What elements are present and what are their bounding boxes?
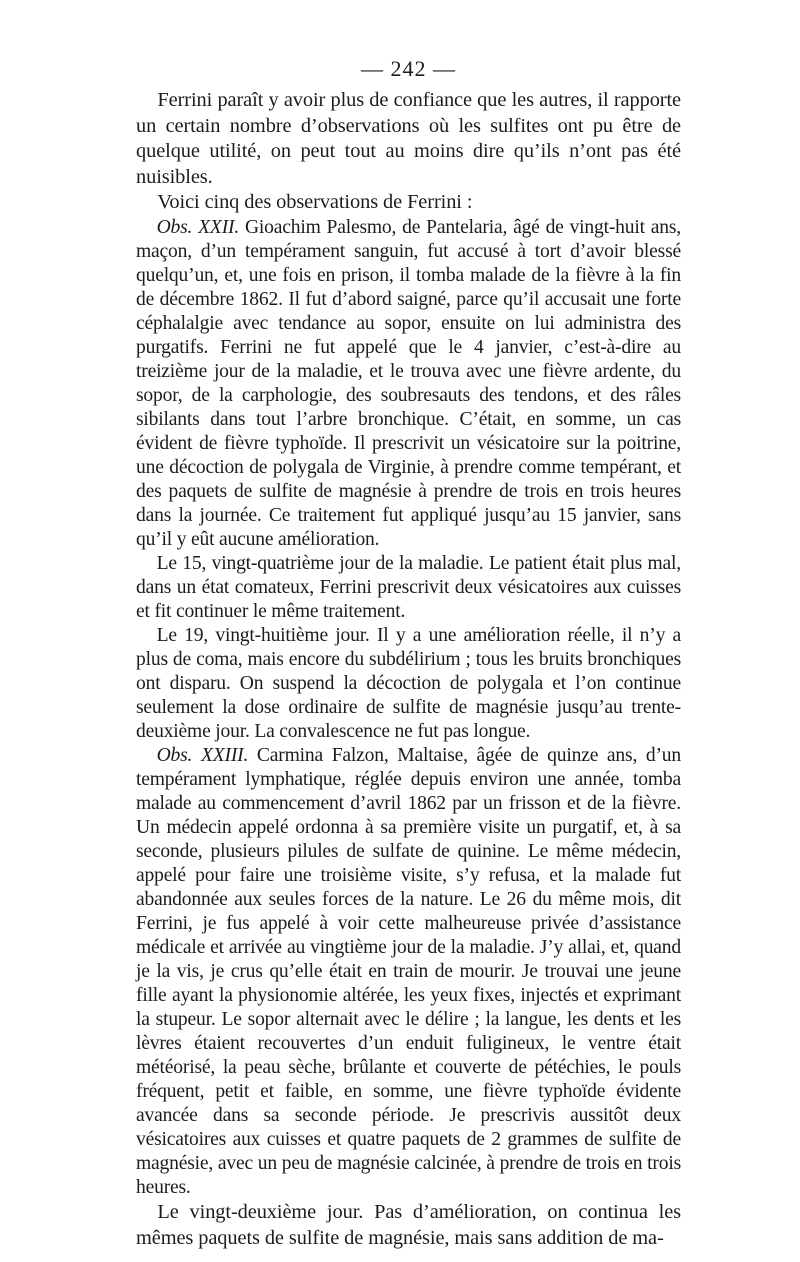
paragraph-1-text: Ferrini paraît y avoir plus de confiance que les autres, il rapporte un certain nombre d’observations où les sulfites ont pu être de quelque utilité, on peut tout au moins dire qu’ils n’ont pas été nuisibles. (136, 89, 681, 188)
paragraph-5-text: Le 19, vingt-huitième jour. Il y a une amélioration réelle, il n’y a plus de coma, mais encore du subdélirium ; tous les bruits bronchiques ont disparu. On suspend la décoction de polygala et l’on continue seulement la dose ordinaire de sulfite de magnésie jusqu’au trente-deuxième jour. La convalescence ne fut pas longue. (136, 624, 681, 742)
observation-xxii (136, 216, 681, 552)
paragraph-1 (136, 88, 681, 190)
paragraph-4 (136, 552, 681, 624)
observation-text: Carmina Falzon, Maltaise, âgée de quinze ans, d’un tempérament lymphatique, réglée depuis environ une année, tomba malade au commencement d’avril 1862 par un frisson et de la fièvre. Un médecin appelé ordonna à sa première visite un purgatif, et, à sa seconde, plusieurs pilules de sulfate de quinine. Le même médecin, appelé pour faire une troisième visite, s’y refusa, et la malade fut abandonnée aux seules forces de la nature. Le 26 du même mois, dit Ferrini, je fus appelé à voir cette malheureuse privée d’assistance médicale et arrivée au vingtième jour de la maladie. J’y allai, et, quand je la vis, je crus qu’elle était en train de mourir. Je trouvai une jeune fille ayant la physionomie altérée, les yeux fixes, injectés et exprimant la stupeur. Le sopor alternait avec le délire ; la langue, les dents et les lèvres étaient recouvertes d’un enduit fuligineux, le ventre était météorisé, la peau sèche, brûlante et couverte de pétéchies, le pouls fréquent, petit et faible, en somme, une fièvre typhoïde évidente avancée dans sa seconde période. Je prescrivis aussitôt deux vésicatoires aux cuisses et quatre paquets de 2 grammes de sulfite de magnésie, avec un peu de magnésie calcinée, à prendre de trois en trois heures. (136, 744, 681, 1198)
observation-text: Gioachim Palesmo, de Pantelaria, âgé de vingt-huit ans, maçon, d’un tempérament sanguin, fut accusé à tort d’avoir blessé quelqu’un, et, une fois en prison, il tomba malade de la fièvre à la fin de décembre 1862. Il fut d’abord saigné, parce qu’il accusait une forte céphalalgie avec tendance au sopor, ensuite on lui administra des purgatifs. Ferrini ne fut appelé que le 4 janvier, c’est-à-dire au treizième jour de la maladie, et le trouva avec une fièvre ardente, du sopor, de la carphologie, des soubresauts des tendons, et des râles sibilants dans tout l’arbre bronchique. C’était, en somme, un cas évident de fièvre typhoïde. Il prescrivit un vésicatoire sur la poitrine, une décoction de polygala de Virginie, à prendre comme tempérant, et des paquets de sulfite de magnésie à prendre de trois en trois heures dans la journée. Ce traitement fut appliqué jusqu’au 15 janvier, sans qu’il y eût aucune amélioration. (136, 216, 681, 550)
paragraph-2 (136, 190, 681, 216)
paragraph-7-text: Le vingt-deuxième jour. Pas d’amélioration, on continua les mêmes paquets de sulfite de magnésie, mais sans addition de ma- (136, 1200, 681, 1249)
page-number: — 242 — (361, 56, 456, 81)
observation-label: Obs. XXIII. (156, 744, 249, 766)
observation-xxiii (136, 744, 681, 1200)
paragraph-7 (136, 1200, 681, 1251)
paragraph-5 (136, 624, 681, 744)
observation-label: Obs. XXII. (156, 216, 240, 238)
paragraph-2-text: Voici cinq des observations de Ferrini : (157, 191, 473, 214)
paragraph-4-text: Le 15, vingt-quatrième jour de la maladie. Le patient était plus mal, dans un état comateux, Ferrini prescrivit deux vésicatoires aux cuisses et fit continuer le même traitement. (136, 552, 681, 622)
book-page (136, 54, 681, 1251)
